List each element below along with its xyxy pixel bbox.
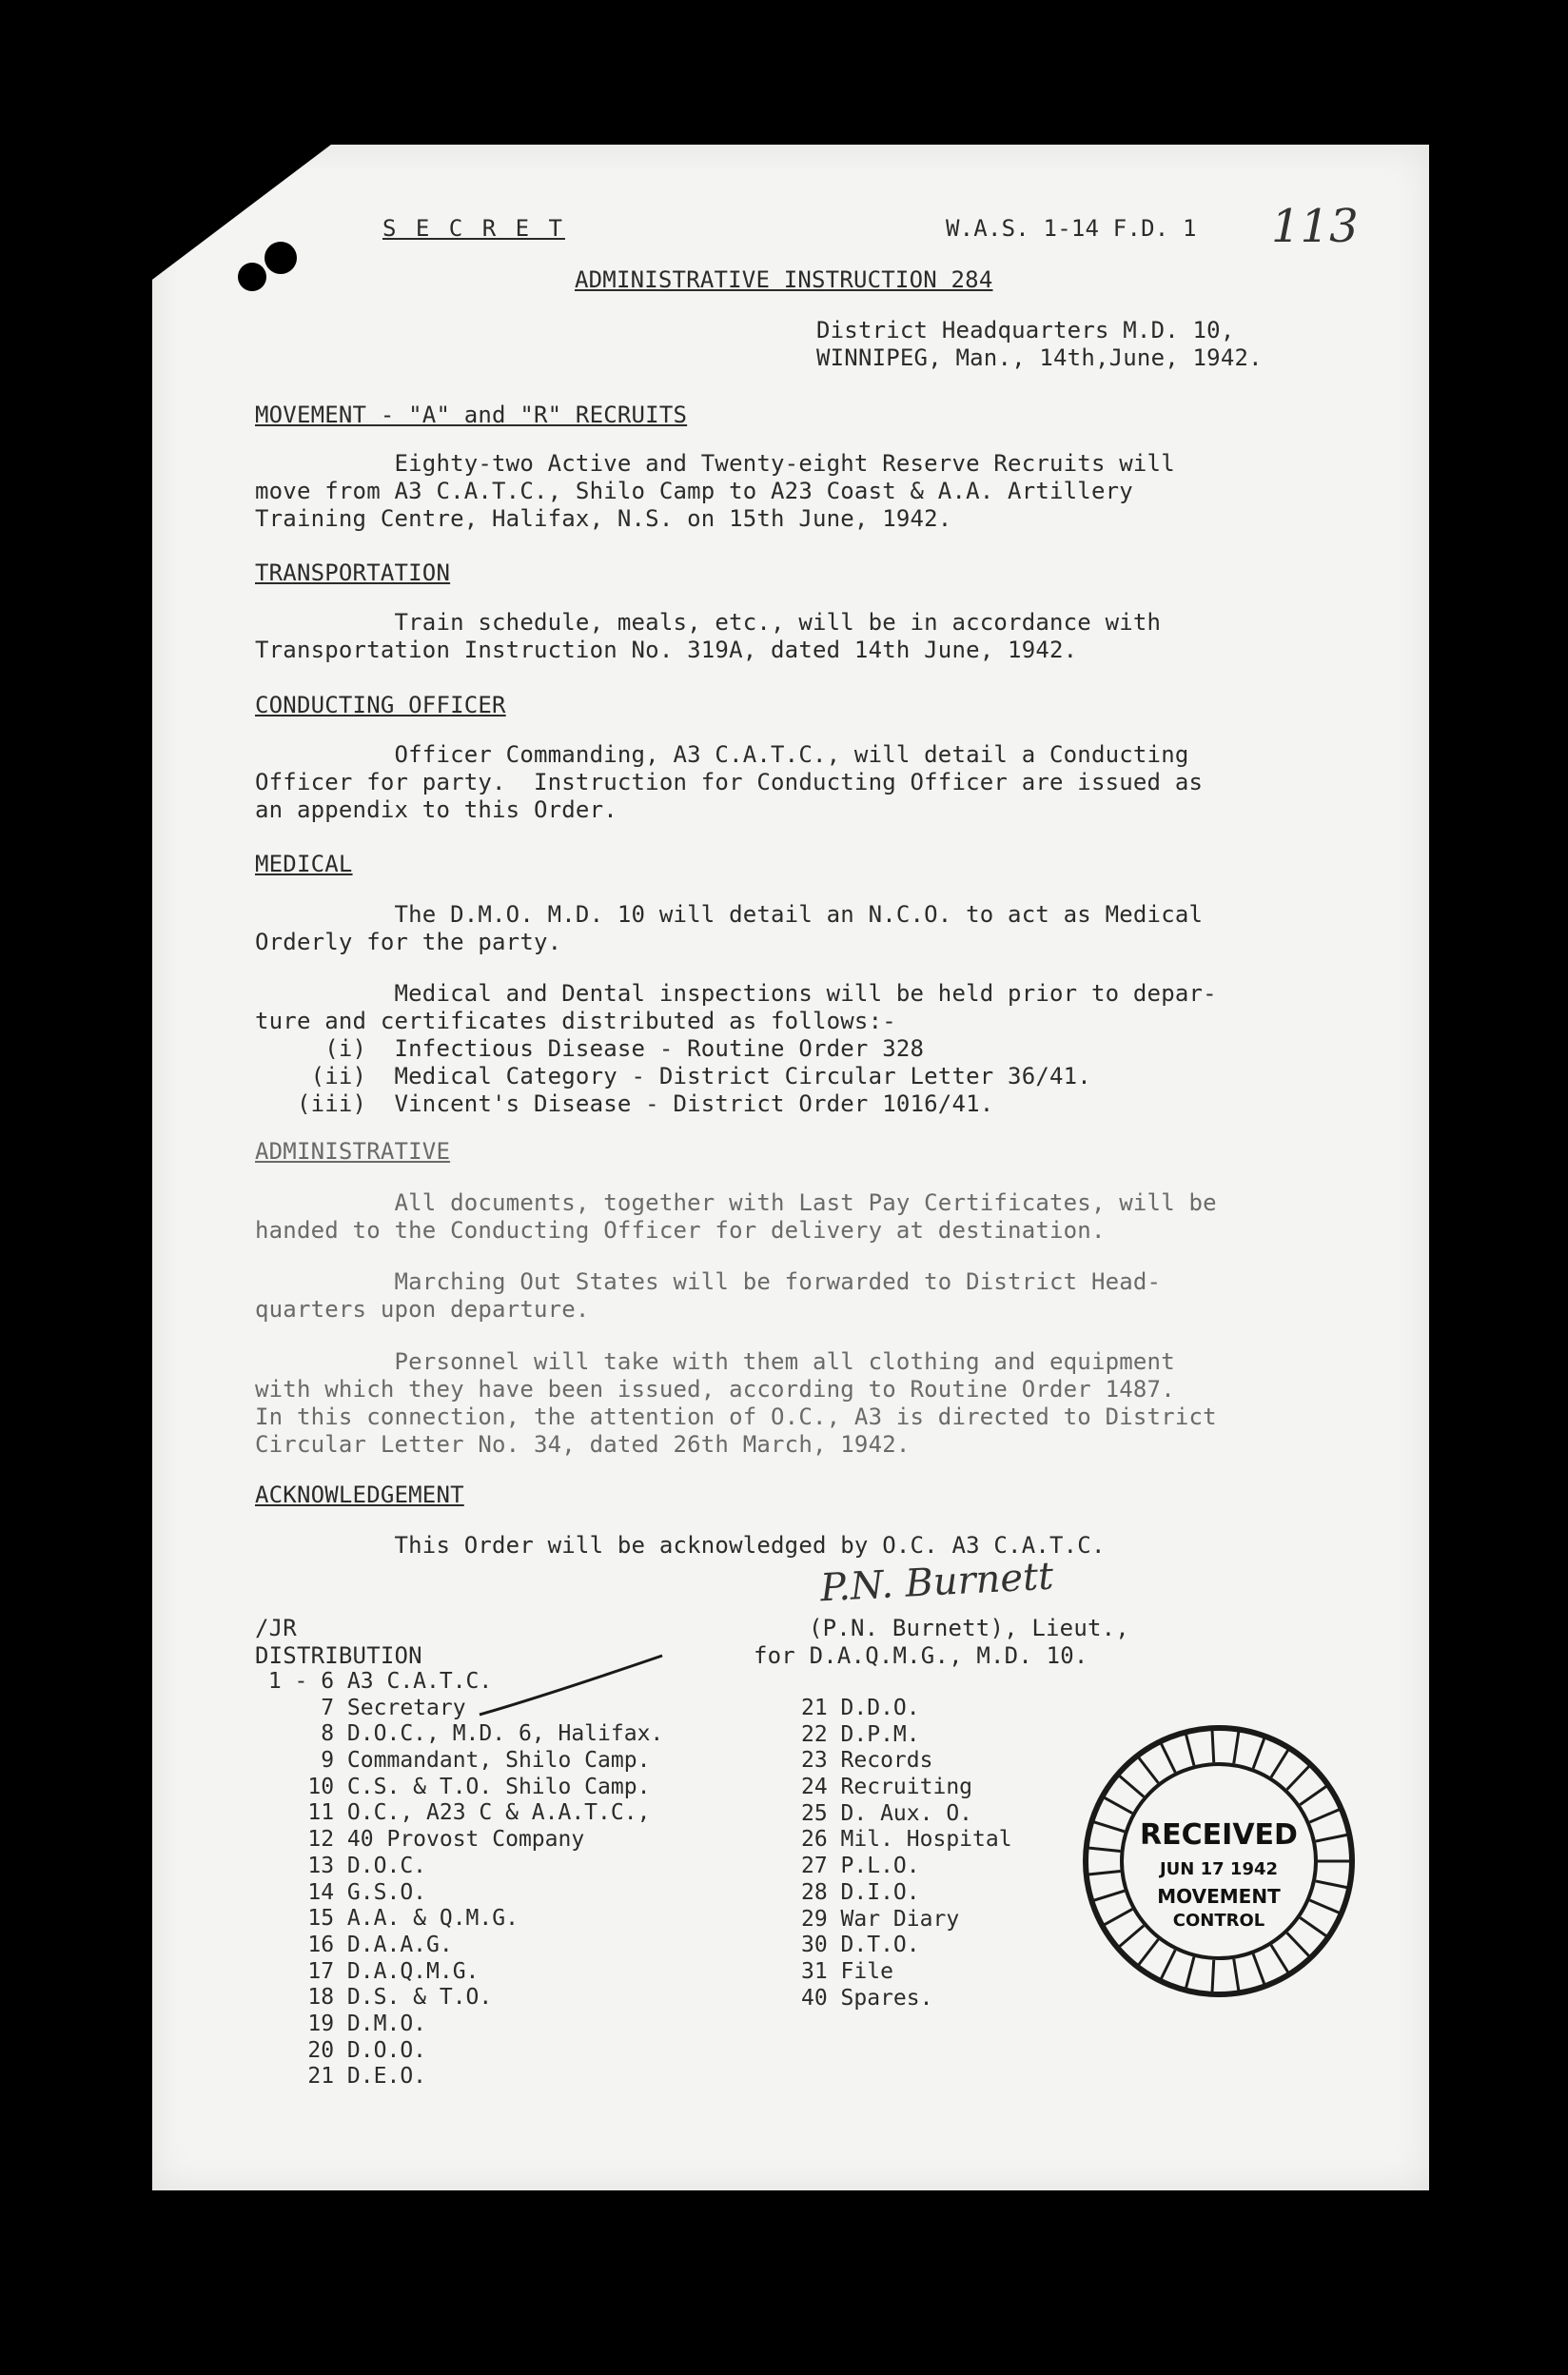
distribution-item: 21 D.D.O.: [801, 1696, 920, 1720]
transportation-line: Train schedule, meals, etc., will be in accordance with: [255, 609, 1162, 636]
conducting-line: an appendix to this Order.: [255, 796, 617, 823]
stamp-ring-divider: [1300, 1917, 1326, 1935]
stamp-ring-divider: [1088, 1848, 1121, 1851]
stamp-received: RECEIVED: [1140, 1818, 1298, 1852]
distribution-item: 28 D.I.O.: [801, 1879, 920, 1905]
hq-line-1: District Headquarters M.D. 10,: [816, 317, 1235, 343]
distribution-item: 20 D.O.O.: [255, 2037, 427, 2063]
distribution-item: 9 Commandant, Shilo Camp.: [255, 1748, 651, 1774]
distribution-item: 17 D.A.Q.M.G.: [255, 1958, 480, 1984]
distribution-item: 14 G.S.O.: [255, 1879, 427, 1905]
distribution-item: 31 File: [801, 1958, 893, 1984]
received-stamp: [1080, 1722, 1358, 2000]
section-heading-conducting: CONDUCTING OFFICER: [255, 692, 506, 718]
distribution-item: 27 P.L.O.: [801, 1854, 920, 1879]
section-heading-transportation: TRANSPORTATION: [255, 559, 451, 586]
movement-line: Training Centre, Halifax, N.S. on 15th June, 1942.: [255, 505, 952, 532]
stamp-ring-divider: [1316, 1881, 1347, 1888]
medical-line: The D.M.O. M.D. 10 will detail an N.C.O. to act as Medical: [255, 901, 1204, 928]
distribution-item: 30 D.T.O.: [801, 1933, 920, 1958]
stamp-ring-divider: [1310, 1810, 1340, 1822]
stamp-ring-divider: [1253, 1954, 1264, 1985]
medical-line: Orderly for the party.: [255, 929, 562, 955]
stamp-ring-divider: [1119, 1926, 1144, 1947]
distribution-item: 40 Spares.: [801, 1985, 933, 2011]
hq-line-2: WINNIPEG, Man., 14th,June, 1942.: [816, 344, 1263, 371]
stamp-ring-divider: [1310, 1900, 1340, 1913]
distribution-item: 19 D.M.O.: [255, 2011, 427, 2036]
conducting-line: Officer Commanding, A3 C.A.T.C., will detail a Conducting: [255, 741, 1189, 768]
stamp-ring-divider: [1161, 1950, 1175, 1979]
transportation-line: Transportation Instruction No. 319A, dated 14th June, 1942.: [255, 637, 1078, 663]
stamp-ring-divider: [1119, 1776, 1144, 1796]
stamp-line-2: CONTROL: [1172, 1911, 1265, 1931]
section-heading-medical: MEDICAL: [255, 851, 353, 877]
stamp-ring-divider: [1212, 1730, 1214, 1762]
distribution-list-right: [801, 1696, 1012, 2012]
distribution-item: 26 Mil. Hospital: [801, 1827, 1012, 1853]
stamp-ring-divider: [1104, 1909, 1132, 1925]
administrative-line: Marching Out States will be forwarded to District Head-: [255, 1268, 1162, 1295]
distribution-item: 16 D.A.A.G.: [255, 1932, 453, 1957]
distribution-item: 10 C.S. & T.O. Shilo Camp.: [255, 1774, 651, 1799]
classification: S E C R E T: [382, 215, 565, 242]
administrative-line: All documents, together with Last Pay Certificates, will be: [255, 1189, 1217, 1216]
stamp-ring-divider: [1104, 1797, 1132, 1814]
medical-list-item: (ii) Medical Category - District Circular Letter 36/41.: [255, 1063, 1091, 1089]
administrative-line: quarters upon departure.: [255, 1296, 590, 1323]
distribution-heading: DISTRIBUTION: [255, 1642, 422, 1669]
distribution-item: 24 Recruiting: [801, 1775, 973, 1800]
administrative-line: Circular Letter No. 34, dated 26th March, 1942.: [255, 1431, 911, 1458]
page-number: 113: [1271, 200, 1359, 253]
distribution-item: 13 D.O.C.: [255, 1853, 427, 1878]
stamp-ring-divider: [1139, 1939, 1159, 1965]
distribution-item: 7 Secretary: [255, 1695, 466, 1720]
stamp-ring-divider: [1271, 1750, 1288, 1777]
stamp-ring-divider: [1287, 1766, 1309, 1790]
section-heading-movement: MOVEMENT - "A" and "R" RECRUITS: [255, 402, 688, 428]
conducting-line: Officer for party. Instruction for Conducting Officer are issued as: [255, 769, 1204, 795]
movement-line: move from A3 C.A.T.C., Shilo Camp to A23 Coast & A.A. Artillery: [255, 478, 1133, 504]
punch-hole: [265, 242, 297, 274]
stamp-ring-divider: [1093, 1822, 1124, 1832]
distribution-item: 21 D.E.O.: [255, 2064, 427, 2090]
distribution-item: 11 O.C., A23 C & A.A.T.C.,: [255, 1800, 651, 1826]
stamp-ring-divider: [1300, 1786, 1326, 1804]
distribution-item: 15 A.A. & Q.M.G.: [255, 1906, 519, 1932]
administrative-line: In this connection, the attention of O.C., A3 is directed to District: [255, 1403, 1217, 1430]
distribution-item: 25 D. Aux. O.: [801, 1800, 973, 1826]
stamp-ring-divider: [1186, 1957, 1194, 1989]
medical-line: ture and certificates distributed as follows:-: [255, 1008, 896, 1034]
distribution-item: 22 D.P.M.: [801, 1721, 920, 1747]
acknowledgement-line: This Order will be acknowledged by O.C. A3 C.A.T.C.: [255, 1532, 1106, 1559]
administrative-line: Personnel will take with them all clothing and equipment: [255, 1348, 1175, 1375]
distribution-item: 29 War Diary: [801, 1906, 960, 1932]
punch-hole: [238, 263, 266, 291]
administrative-line: handed to the Conducting Officer for delivery at destination.: [255, 1217, 1106, 1244]
stamp-ring-divider: [1253, 1738, 1264, 1769]
distribution-item: 12 40 Provost Company: [255, 1827, 585, 1853]
document-title: ADMINISTRATIVE INSTRUCTION 284: [575, 266, 993, 293]
stamp-ring-divider: [1316, 1835, 1347, 1841]
administrative-line: with which they have been issued, according to Routine Order 1487.: [255, 1376, 1175, 1403]
section-heading-administrative: ADMINISTRATIVE: [255, 1138, 451, 1165]
medical-list-item: (i) Infectious Disease - Routine Order 328: [255, 1035, 925, 1062]
stamp-ring-divider: [1271, 1945, 1288, 1973]
stamp-date: JUN 17 1942: [1159, 1859, 1279, 1879]
stamp-ring-divider: [1287, 1933, 1309, 1956]
distribution-item: 18 D.S. & T.O.: [255, 1985, 493, 2011]
handwritten-signature: P.N. Burnett: [818, 1554, 1055, 1611]
stamp-line-1: MOVEMENT: [1157, 1885, 1281, 1908]
typist-initials: /JR: [255, 1615, 297, 1641]
section-heading-acknowledgement: ACKNOWLEDGEMENT: [255, 1482, 464, 1508]
medical-list-item: (iii) Vincent's Disease - District Order 1016/41.: [255, 1090, 994, 1117]
distribution-list-left: [255, 1669, 663, 2090]
distribution-item: 1 - 6 A3 C.A.T.C.: [255, 1669, 493, 1694]
signatory-for: for D.A.Q.M.G., M.D. 10.: [754, 1642, 1088, 1669]
stamp-ring-divider: [1093, 1891, 1124, 1900]
stamp-ring-divider: [1161, 1743, 1175, 1773]
movement-line: Eighty-two Active and Twenty-eight Reserve Recruits will: [255, 450, 1175, 477]
signatory-name: (P.N. Burnett), Lieut.,: [809, 1615, 1129, 1641]
stamp-ring-divider: [1186, 1734, 1194, 1765]
stamp-ring-divider: [1234, 1959, 1239, 1992]
stamp-ring-divider: [1088, 1872, 1121, 1874]
stamp-ring-divider: [1139, 1757, 1159, 1783]
file-reference: W.A.S. 1-14 F.D. 1: [946, 215, 1197, 242]
stamp-ring-divider: [1234, 1732, 1239, 1764]
medical-line: Medical and Dental inspections will be held prior to depar-: [255, 980, 1217, 1007]
distribution-item: 23 Records: [801, 1748, 933, 1774]
stamp-ring-divider: [1212, 1960, 1214, 1992]
distribution-item: 8 D.O.C., M.D. 6, Halifax.: [255, 1721, 664, 1747]
